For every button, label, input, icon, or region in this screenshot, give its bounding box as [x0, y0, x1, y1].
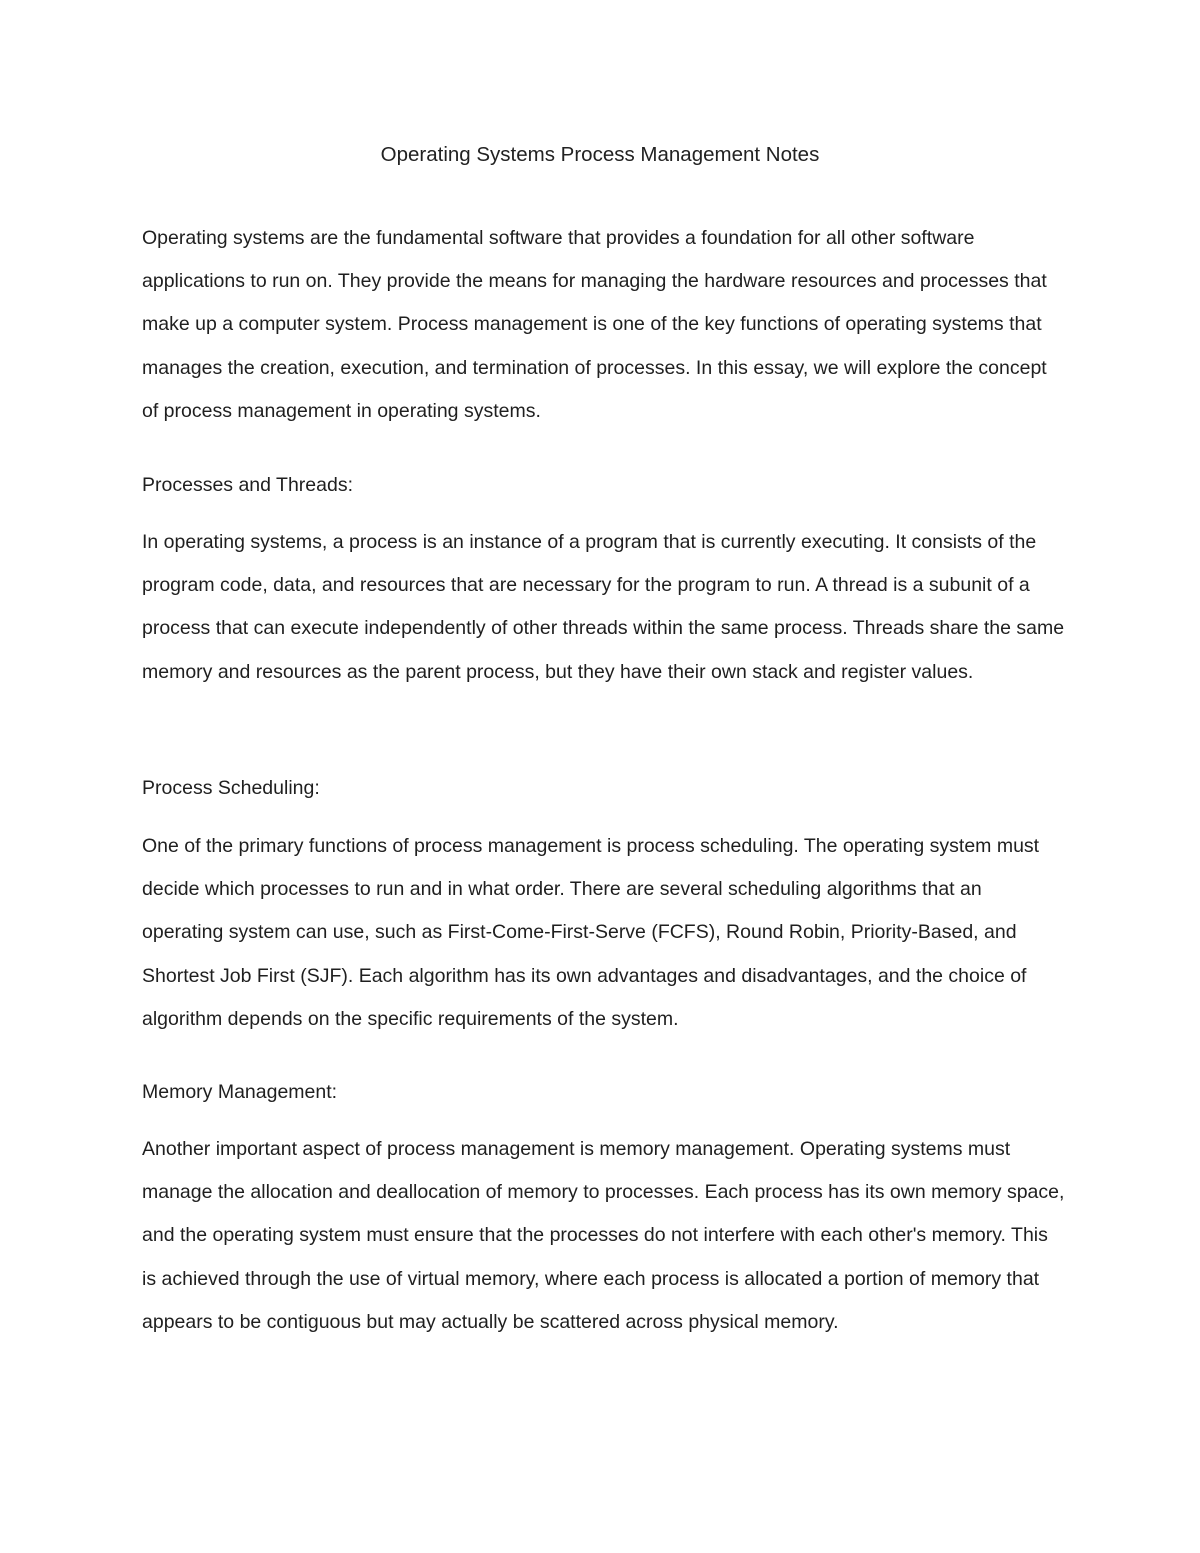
- intro-paragraph: Operating systems are the fundamental software that provides a foundation for all other software applications to run on. They provide the means for managing the hardware resources and processes that make up a computer system. Process management is one of the key functions of operating systems that manages the creation, execution, and termination of processes. In this essay, we will explore the concept of process management in operating systems.: [142, 227, 1047, 422]
- section-heading-memory-management: Memory Management:: [142, 1081, 338, 1103]
- section-heading-process-scheduling: Process Scheduling:: [142, 777, 320, 799]
- section-heading-processes-threads: Processes and Threads:: [142, 474, 354, 496]
- section-body-process-scheduling: One of the primary functions of process management is process scheduling. The operating system must decide which processes to run and in what order. There are several scheduling algorithms that an operating system can use, such as First-Come-First-Serve (FCFS), Round Robin, Priority-Based, and Shortest Job First (SJF). Each algorithm has its own advantages and disadvantages, and the choice of algorithm depends on the specific requirements of the system.: [142, 835, 1040, 1030]
- section-body-memory-management: Another important aspect of process management is memory management. Operating systems must manage the allocation and deallocation of memory to processes. Each process has its own memory space, and the operating system must ensure that the processes do not interfere with each other's memory. This is achieved through the use of virtual memory, where each process is allocated a portion of memory that appears to be contiguous but may actually be scattered across physical memory.: [142, 1138, 1065, 1333]
- document-title: Operating Systems Process Management Notes: [380, 143, 820, 166]
- section-body-processes-threads: In operating systems, a process is an instance of a program that is currently executing. It consists of the program code, data, and resources that are necessary for the program to run. A thread is a subunit of a process that can execute independently of other threads within the same process. Threads share the same memory and resources as the parent process, but they have their own stack and register values.: [142, 531, 1065, 683]
